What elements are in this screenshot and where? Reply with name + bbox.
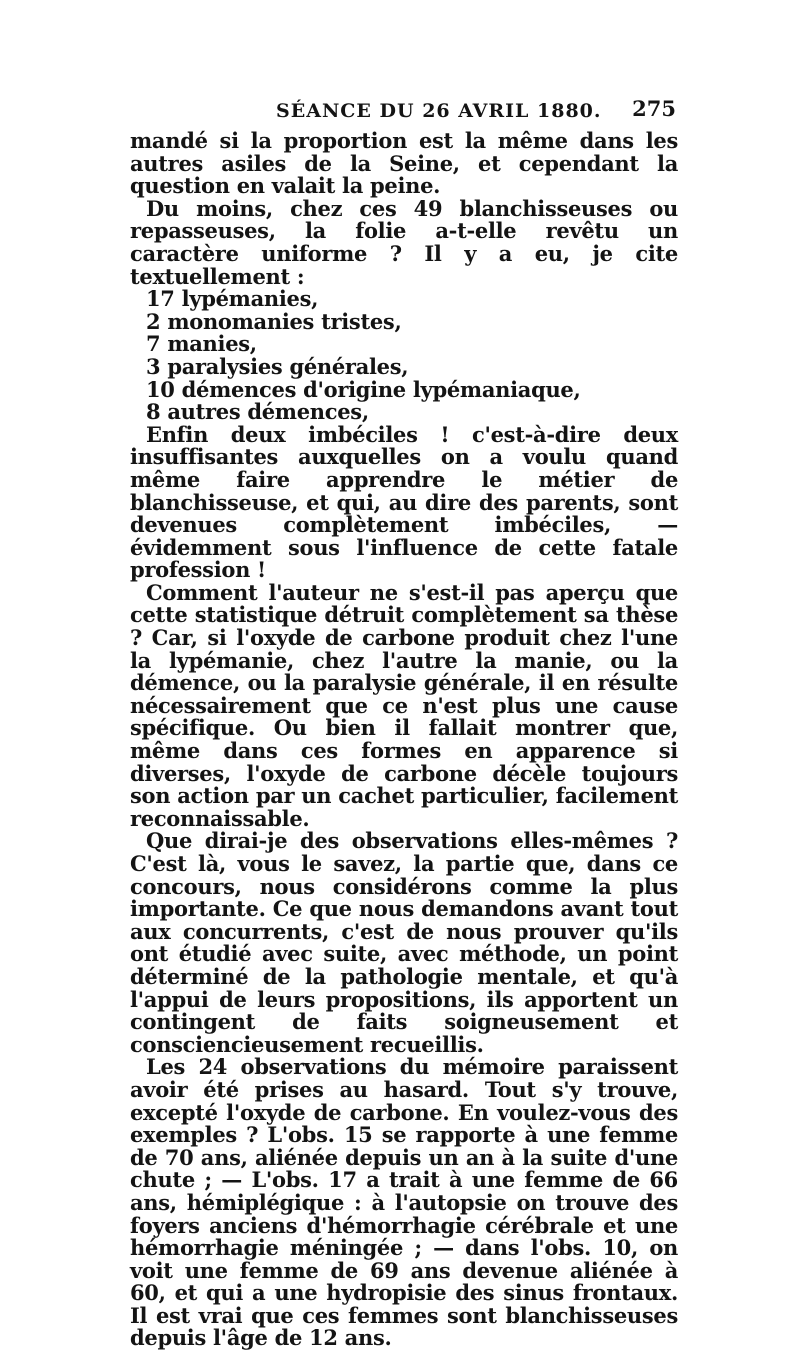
paragraph: Les 24 observations du mémoire paraissent avoir été prises au hasard. Tout s'y trouve, excepté l'oxyde de carbone. En voulez-vous des exemples ? L'obs. 15 se rapporte à une femme de 70 ans, aliénée depuis un an à la suite d'une chute ; — L'obs. 17 a trait à une femme de 66 ans, hémiplégique : à l'autopsie on trouve des foyers anciens d'hémorrhagie cérébrale et une hémorrhagie méningée ; — dans l'obs. 10, on voit une femme de 69 ans devenue aliénée à 60, et qui a une hydropisie des sinus frontaux. Il est vrai que ces femmes sont blanchisseuses depuis l'âge de 12 ans. xyxy=(130,1054,678,1350)
page-header xyxy=(130,96,678,126)
paragraph: Que dirai-je des observations elles-mêmes ? C'est là, vous le savez, la partie que, dans ce concours, nous considérons comme la plus importante. Ce que nous demandons avant tout aux concurrents, c'est de nous prouver qu'ils ont étudié avec suite, avec méthode, un point déterminé de la pathologie mentale, et qu'à l'appui de leurs propositions, ils apportent un contingent de faits soigneusement et consciencieusement recueillis. xyxy=(130,828,678,1057)
paragraph-continuation: mandé si la proportion est la même dans les autres asiles de la Seine, et cependant la question en valait la peine. xyxy=(130,128,678,199)
paragraph: Enfin deux imbéciles ! c'est-à-dire deux insuffisantes auxquelles on a voulu quand même faire apprendre le métier de blanchisseuse, et qui, au dire des parents, sont devenues complètement imbéciles, — évidemment sous l'influence de cette fatale profession ! xyxy=(130,421,678,583)
running-head: SÉANCE DU 26 AVRIL 1880. xyxy=(276,100,602,122)
list-item: 8 autres démences, xyxy=(146,399,369,425)
paragraph: Comment l'auteur ne s'est-il pas aperçu que cette statistique détruit complètement sa thèse ? Car, si l'oxyde de carbone produit chez l'une la lypémanie, chez l'autre la manie, ou la démence, ou la paralysie générale, il en résulte nécessairement que ce n'est plus une cause spécifique. Ou bien il fallait montrer que, même dans ces formes en apparence si diverses, l'oxyde de carbone décèle toujours son action par un cachet particulier, facilement reconnaissable. xyxy=(130,579,678,831)
diagnosis-list xyxy=(130,288,678,424)
list-item: 3 paralysies générales, xyxy=(146,353,409,379)
page-number: 275 xyxy=(632,96,676,121)
list-item: 7 manies, xyxy=(146,331,257,357)
list-item: 10 démences d'origine lypémaniaque, xyxy=(146,376,581,402)
page-body xyxy=(130,130,678,1350)
paragraph: Du moins, chez ces 49 blanchisseuses ou repasseuses, la folie a-t-elle revêtu un caractère uniforme ? Il y a eu, je cite textuellement : xyxy=(130,195,678,289)
list-item: 17 lypémanies, xyxy=(146,286,319,312)
list-item: 2 monomanies tristes, xyxy=(146,308,402,334)
